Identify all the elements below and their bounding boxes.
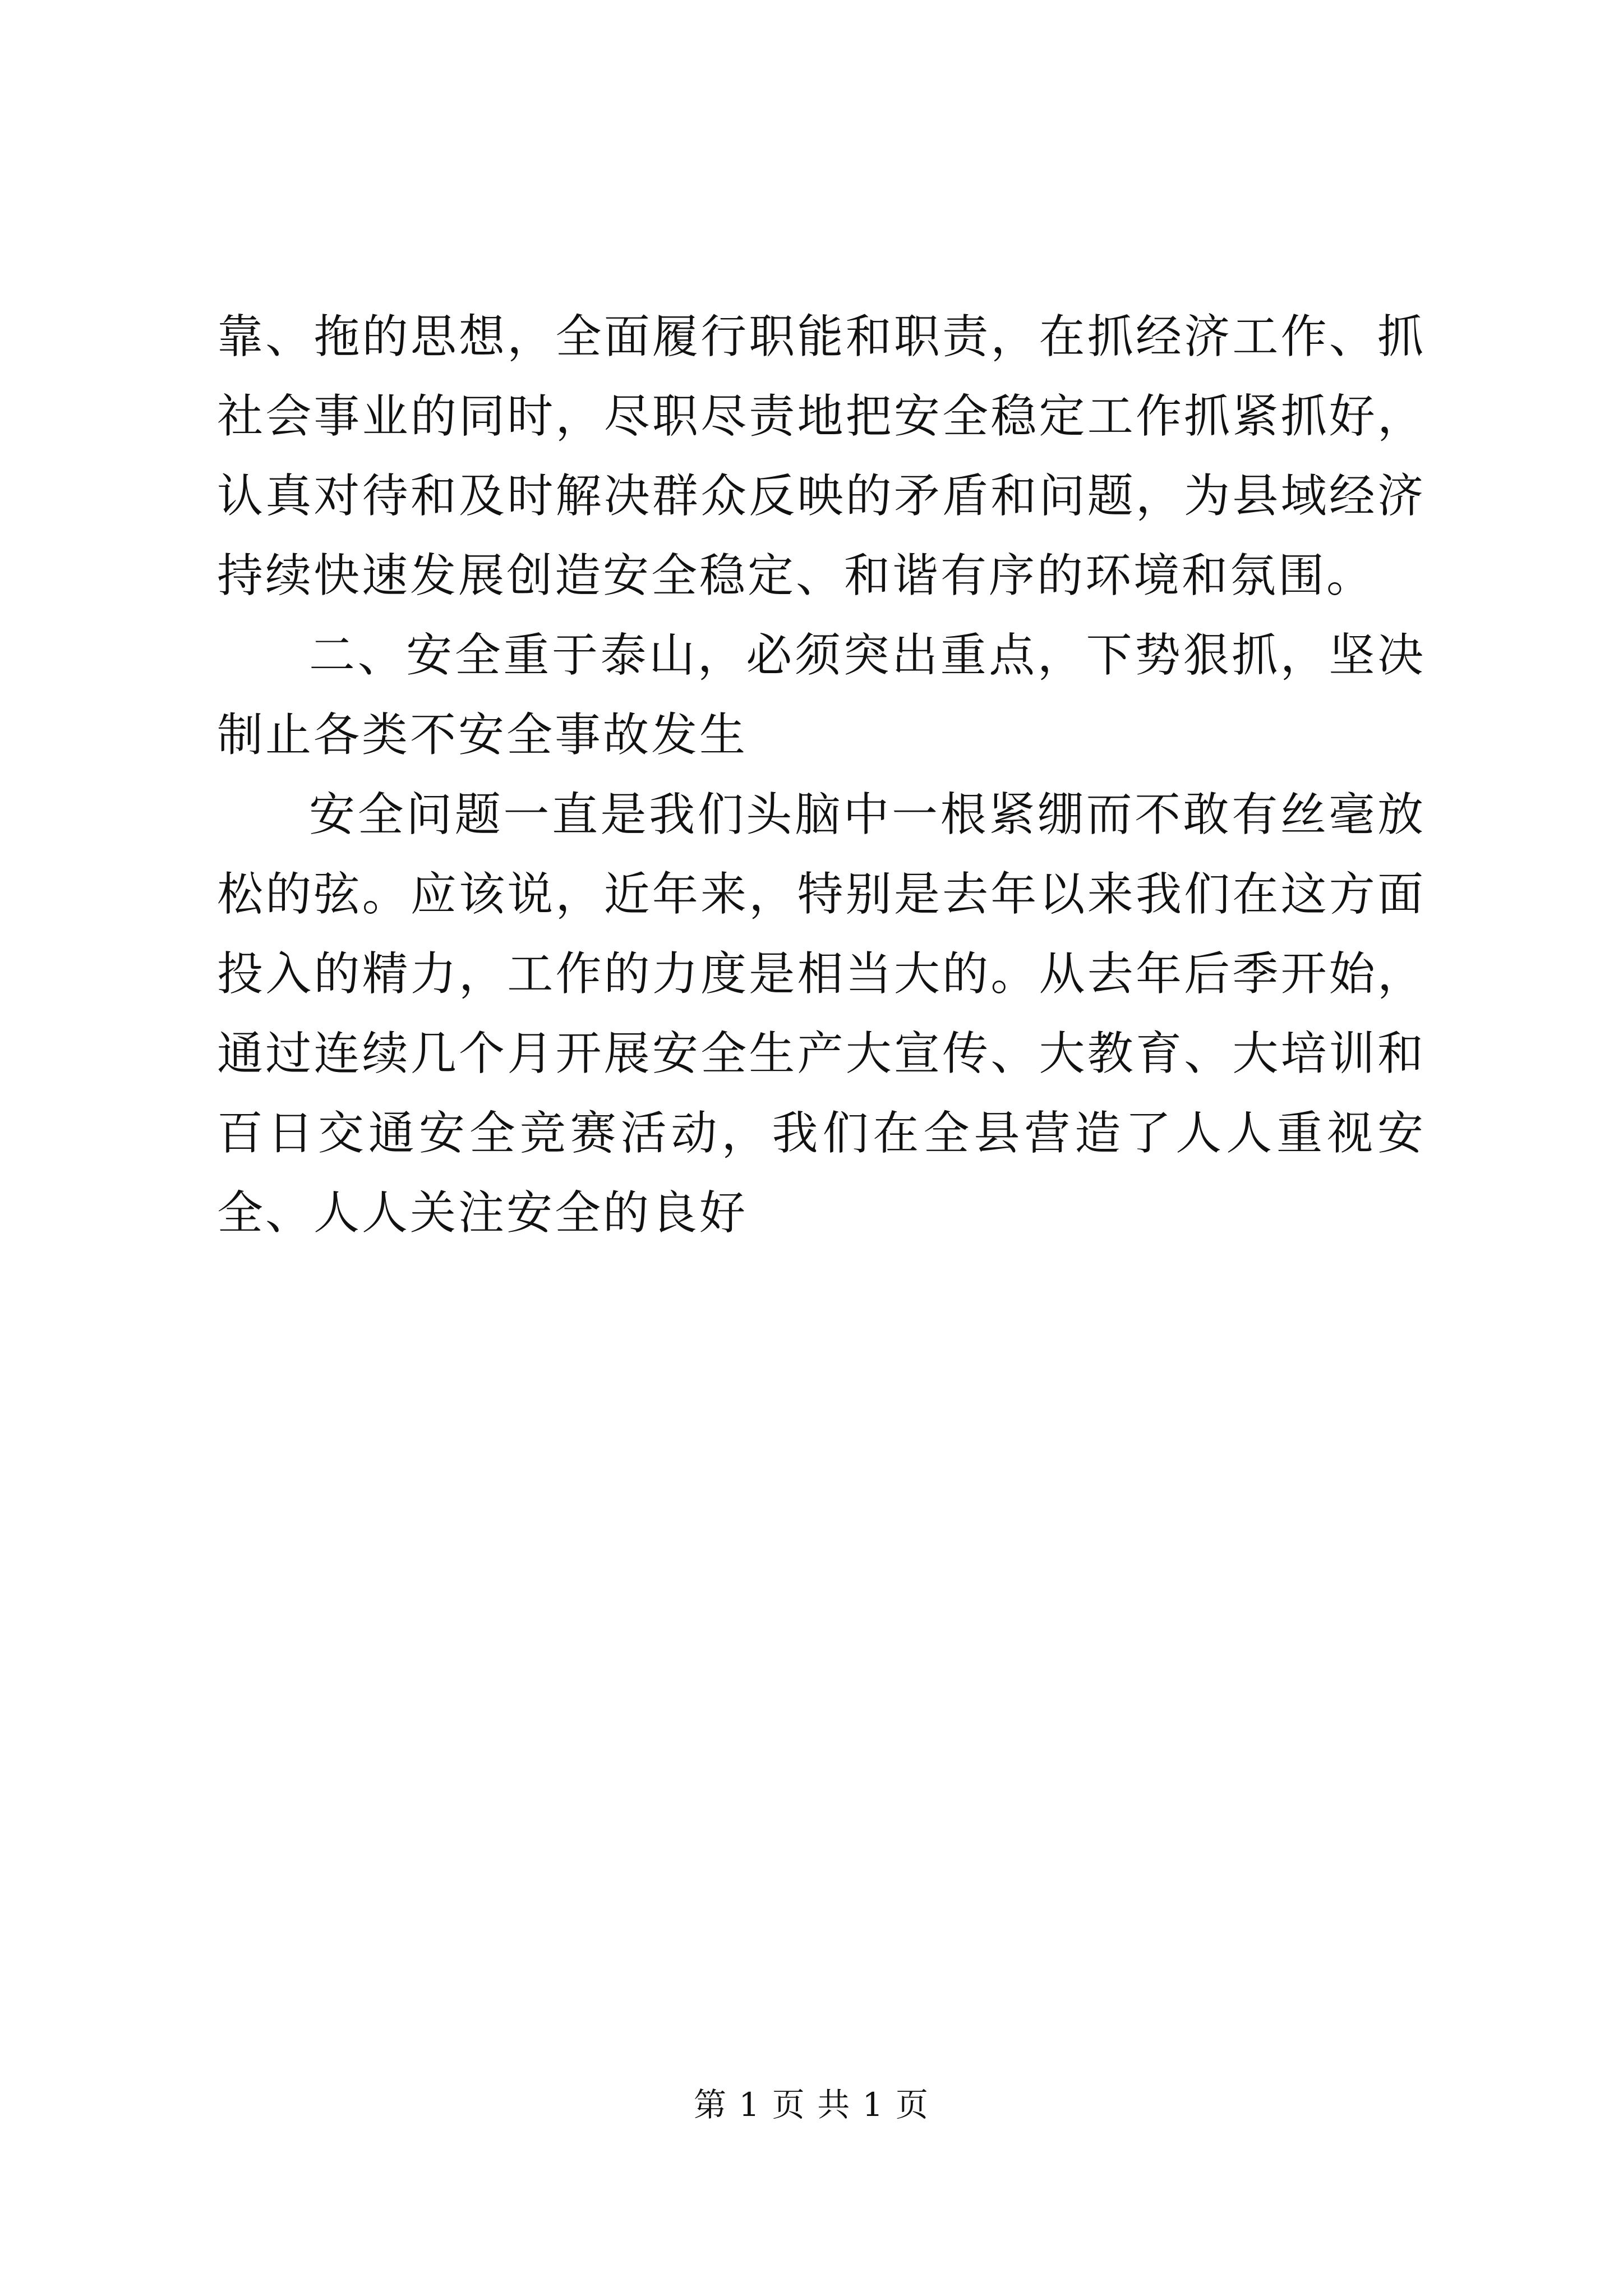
- section-heading: 二、安全重于泰山，必须突出重点，下势狠抓，坚决制止各类不安全事故发生: [217, 629, 1426, 762]
- page-number-footer: 第 1 页 共 1 页: [694, 2086, 929, 2124]
- body-text: [217, 297, 1426, 1253]
- paragraph: 安全问题一直是我们头脑中一根紧绷而不敢有丝毫放松的弦。应该说，近年来，特别是去年以来我们在这方面投入的精力，工作的力度是相当大的。从去年后季开始，通过连续几个月开展安全生产大宣传、大教育、大培训和百日交通安全竞赛活动，我们在全县营造了人人重视安全、人人关注安全的良好: [217, 788, 1426, 1240]
- paragraph-continuation: 靠、拖的思想，全面履行职能和职责，在抓经济工作、抓社会事业的同时，尽职尽责地把安全稳定工作抓紧抓好，认真对待和及时解决群众反映的矛盾和问题，为县域经济持续快速发展创造安全稳定、和谐有序的环境和氛围。: [217, 310, 1426, 602]
